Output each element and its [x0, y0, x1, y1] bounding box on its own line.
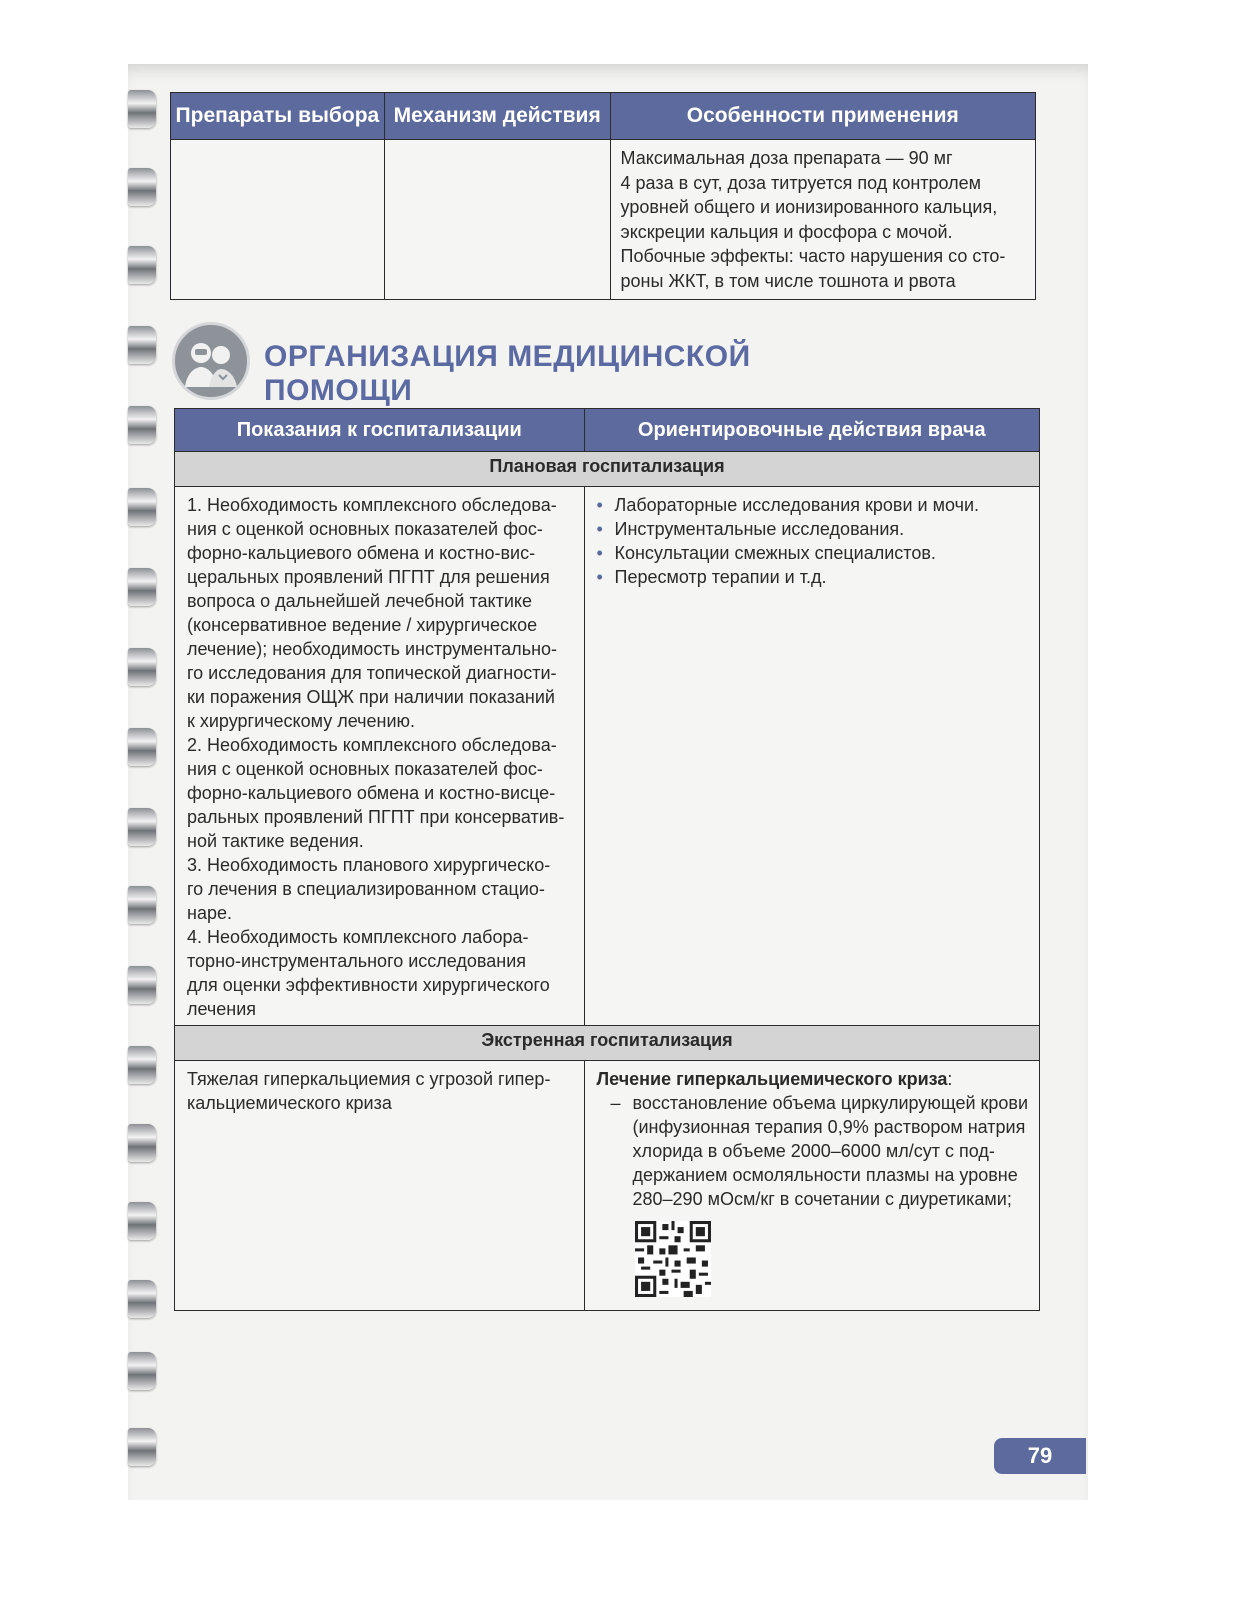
subheader-row	[175, 452, 1040, 487]
drug-cell	[171, 140, 385, 300]
text-line: ральных проявлений ПГПТ при консерватив-	[187, 807, 565, 827]
table-row	[171, 140, 1036, 300]
text-line: экскреции кальция и фосфора с мочой.	[620, 221, 953, 242]
drug-table	[170, 92, 1036, 300]
text-line: Максимальная доза препарата — 90 мг	[620, 148, 953, 168]
text-line: к хирургическому лечению.	[187, 711, 416, 731]
text-line: 1. Необходимость комплексного обследова-	[187, 495, 557, 515]
spiral-ring-icon	[128, 406, 156, 444]
spiral-ring-icon	[128, 1202, 156, 1240]
hosp-table-header	[175, 409, 1040, 452]
text-line: форно-кальциевого обмена и костно-висце-	[187, 783, 556, 803]
spiral-ring-icon	[128, 168, 156, 206]
spiral-ring-icon	[128, 568, 156, 606]
text-line: (консервативное ведение / хирургическое	[187, 615, 538, 635]
doctors-icon	[172, 322, 250, 400]
section-title: ОРГАНИЗАЦИЯ МЕДИЦИНСКОЙ ПОМОЩИ	[264, 340, 751, 407]
list-item: • Консультации смежных специалистов.	[615, 541, 1030, 565]
spiral-ring-icon	[128, 886, 156, 924]
spiral-ring-icon	[128, 1352, 156, 1390]
text-line: го лечения в специализированном стацио-	[187, 879, 545, 899]
section-heading	[172, 322, 872, 407]
list-item: • Лабораторные исследования крови и мочи.	[615, 493, 1030, 517]
spiral-ring-icon	[128, 1428, 156, 1466]
table-row	[175, 1061, 1040, 1311]
text-line: хлорида в объеме 2000–6000 мл/сут с под-	[632, 1141, 995, 1161]
header-actions: Ориентировочные действия врача	[584, 409, 1040, 452]
action-heading	[597, 1067, 1030, 1091]
text-line: 2. Необходимость комплексного обследова-	[187, 735, 557, 755]
spiral-ring-icon	[128, 326, 156, 364]
text-line: Побочные эффекты: часто нарушения со сто-	[620, 246, 1006, 266]
spiral-ring-icon	[128, 966, 156, 1004]
list-item	[633, 1091, 1030, 1211]
spiral-ring-icon	[128, 648, 156, 686]
spiral-ring-icon	[128, 1280, 156, 1318]
text-line: 4. Необходимость комплексного лабора-	[187, 927, 529, 947]
text-line: (инфузионная терапия 0,9% раствором натрия	[632, 1117, 1026, 1137]
spiral-ring-icon	[128, 808, 156, 846]
text-line: – восстановление объема циркулирующей крови	[632, 1093, 1029, 1113]
text-line: 280–290 мОсм/кг в сочетании с диуретиками;	[632, 1189, 1012, 1209]
text-line: церальных проявлений ПГПТ для решения	[187, 567, 550, 587]
planned-actions-cell	[584, 487, 1040, 1026]
header-mechanism: Механизм действия	[384, 93, 610, 140]
page-number: 79	[994, 1438, 1086, 1474]
text-line: торно-инструментального исследования	[187, 951, 527, 971]
text-line: 4 раза в сут, доза титруется под контролем	[620, 172, 982, 193]
subheader-row	[175, 1026, 1040, 1061]
planned-actions-list	[597, 493, 1030, 589]
spiral-ring-icon	[128, 90, 156, 128]
text-line: роны ЖКТ, в том числе тошнота и рвота	[620, 270, 956, 291]
hospitalization-table	[174, 408, 1040, 1311]
spiral-ring-icon	[128, 728, 156, 766]
usage-cell	[610, 140, 1035, 300]
header-usage: Особенности применения	[610, 93, 1035, 140]
spiral-binding	[128, 90, 180, 1490]
text-line: уровней общего и ионизированного кальция,	[620, 197, 998, 217]
header-indications: Показания к госпитализации	[175, 409, 585, 452]
emergency-label: Экстренная госпитализация	[175, 1026, 1040, 1061]
text-line: для оценки эффективности хирургического	[187, 975, 550, 995]
spiral-ring-icon	[128, 1046, 156, 1084]
action-title: Лечение гиперкальциемического криза	[596, 1069, 948, 1089]
list-item: • Пересмотр терапии и т.д.	[615, 565, 1030, 589]
emergency-action-list	[597, 1091, 1030, 1211]
text-line: держанием осмоляльности плазмы на уровне	[632, 1165, 1018, 1185]
mechanism-cell	[384, 140, 610, 300]
text-line: Тяжелая гиперкальциемия с угрозой гипер-	[187, 1069, 551, 1089]
text-line: лечение); необходимость инструментально-	[187, 639, 558, 659]
planned-label: Плановая госпитализация	[175, 452, 1040, 487]
text-line: ния с оценкой основных показателей фос-	[187, 759, 543, 779]
text-line: го исследования для топической диагности-	[187, 663, 557, 683]
action-title-suffix: :	[947, 1069, 953, 1089]
text-line: форно-кальциевого обмена и костно-вис-	[187, 543, 536, 563]
qr-code-icon[interactable]	[635, 1221, 711, 1297]
table-row	[175, 487, 1040, 1026]
header-drugs: Препараты выбора	[171, 93, 385, 140]
text-line: вопроса о дальнейшей лечебной тактике	[187, 591, 533, 611]
text-line: ния с оценкой основных показателей фос-	[187, 519, 543, 539]
text-line: кальциемического криза	[187, 1093, 392, 1113]
text-line: наре.	[187, 903, 232, 923]
spiral-ring-icon	[128, 488, 156, 526]
planned-indications-cell	[175, 487, 585, 1026]
text-line: лечения	[187, 999, 257, 1019]
spiral-ring-icon	[128, 1124, 156, 1162]
spiral-ring-icon	[128, 246, 156, 284]
emergency-actions-cell	[584, 1061, 1040, 1311]
drug-table-header	[171, 93, 1036, 140]
list-item: • Инструментальные исследования.	[615, 517, 1030, 541]
text-line: ной тактике ведения.	[187, 831, 364, 851]
emergency-indications-cell	[175, 1061, 585, 1311]
text-line: ки поражения ОЩЖ при наличии показаний	[187, 687, 555, 707]
text-line: 3. Необходимость планового хирургическо-	[187, 855, 551, 875]
